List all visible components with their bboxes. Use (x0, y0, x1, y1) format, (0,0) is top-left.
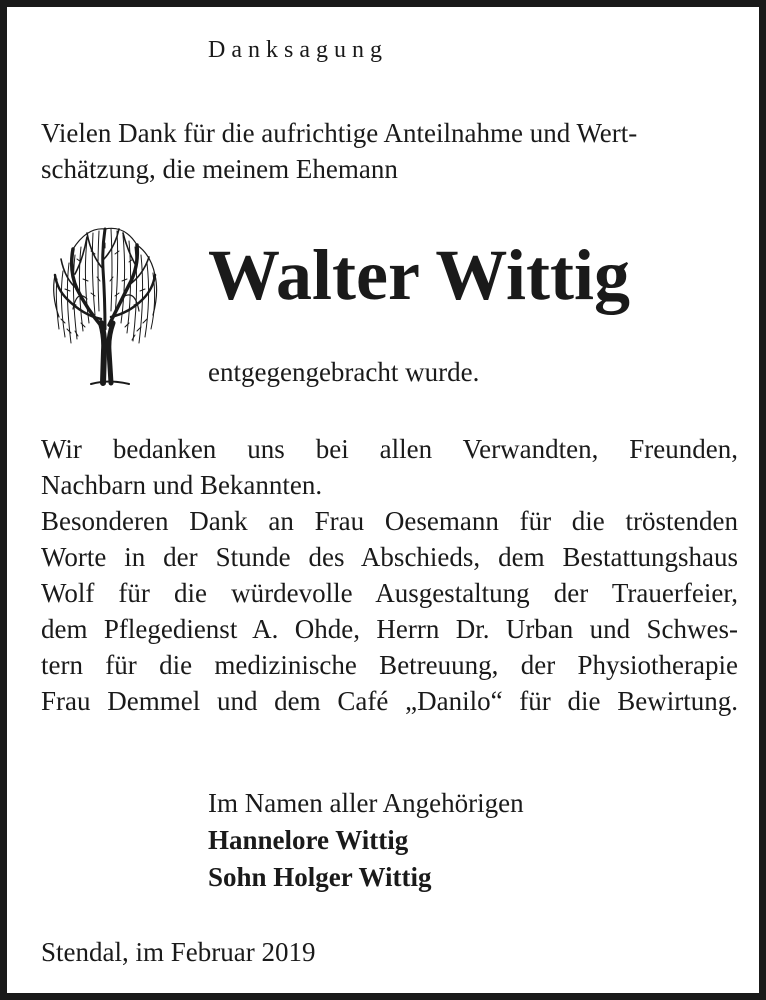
place-date: Stendal, im Februar 2019 (41, 937, 316, 967)
body-line: dem Pflegedienst A. Ohde, Herrn Dr. Urban und Schwes- (41, 614, 738, 644)
signature-intro: Im Namen aller Angehörigen (208, 788, 524, 818)
body-line: Wir bedanken uns bei allen Verwandten, Freunden, (41, 434, 738, 464)
after-name-text: entgegengebracht wurde. (208, 357, 480, 387)
body-line: Worte in der Stunde des Abschieds, dem Bestattungshaus (41, 542, 738, 572)
intro-text (41, 115, 741, 187)
intro-line: Vielen Dank für die aufrichtige Anteilnahme und Wert- (41, 118, 638, 148)
body-line: Nachbarn und Bekannten. (41, 470, 323, 500)
intro-line: schätzung, die meinem Ehemann (41, 154, 398, 184)
willow-tree-icon (47, 219, 163, 389)
notice-heading: Danksagung (208, 37, 388, 63)
body-line: Frau Demmel und dem Café „Danilo“ für die Bewirtung. (41, 686, 738, 716)
body-line: Wolf für die würdevolle Ausgestaltung der Trauerfeier, (41, 578, 738, 608)
signature-name: Sohn Holger Wittig (208, 862, 432, 892)
deceased-name: Walter Wittig (208, 235, 630, 315)
body-line: tern für die medizinische Betreuung, der Physiotherapie (41, 650, 738, 680)
signature-block (208, 785, 524, 896)
body-line: Besonderen Dank an Frau Oesemann für die tröstenden (41, 506, 738, 536)
signature-name: Hannelore Wittig (208, 825, 409, 855)
body-text (41, 431, 738, 719)
